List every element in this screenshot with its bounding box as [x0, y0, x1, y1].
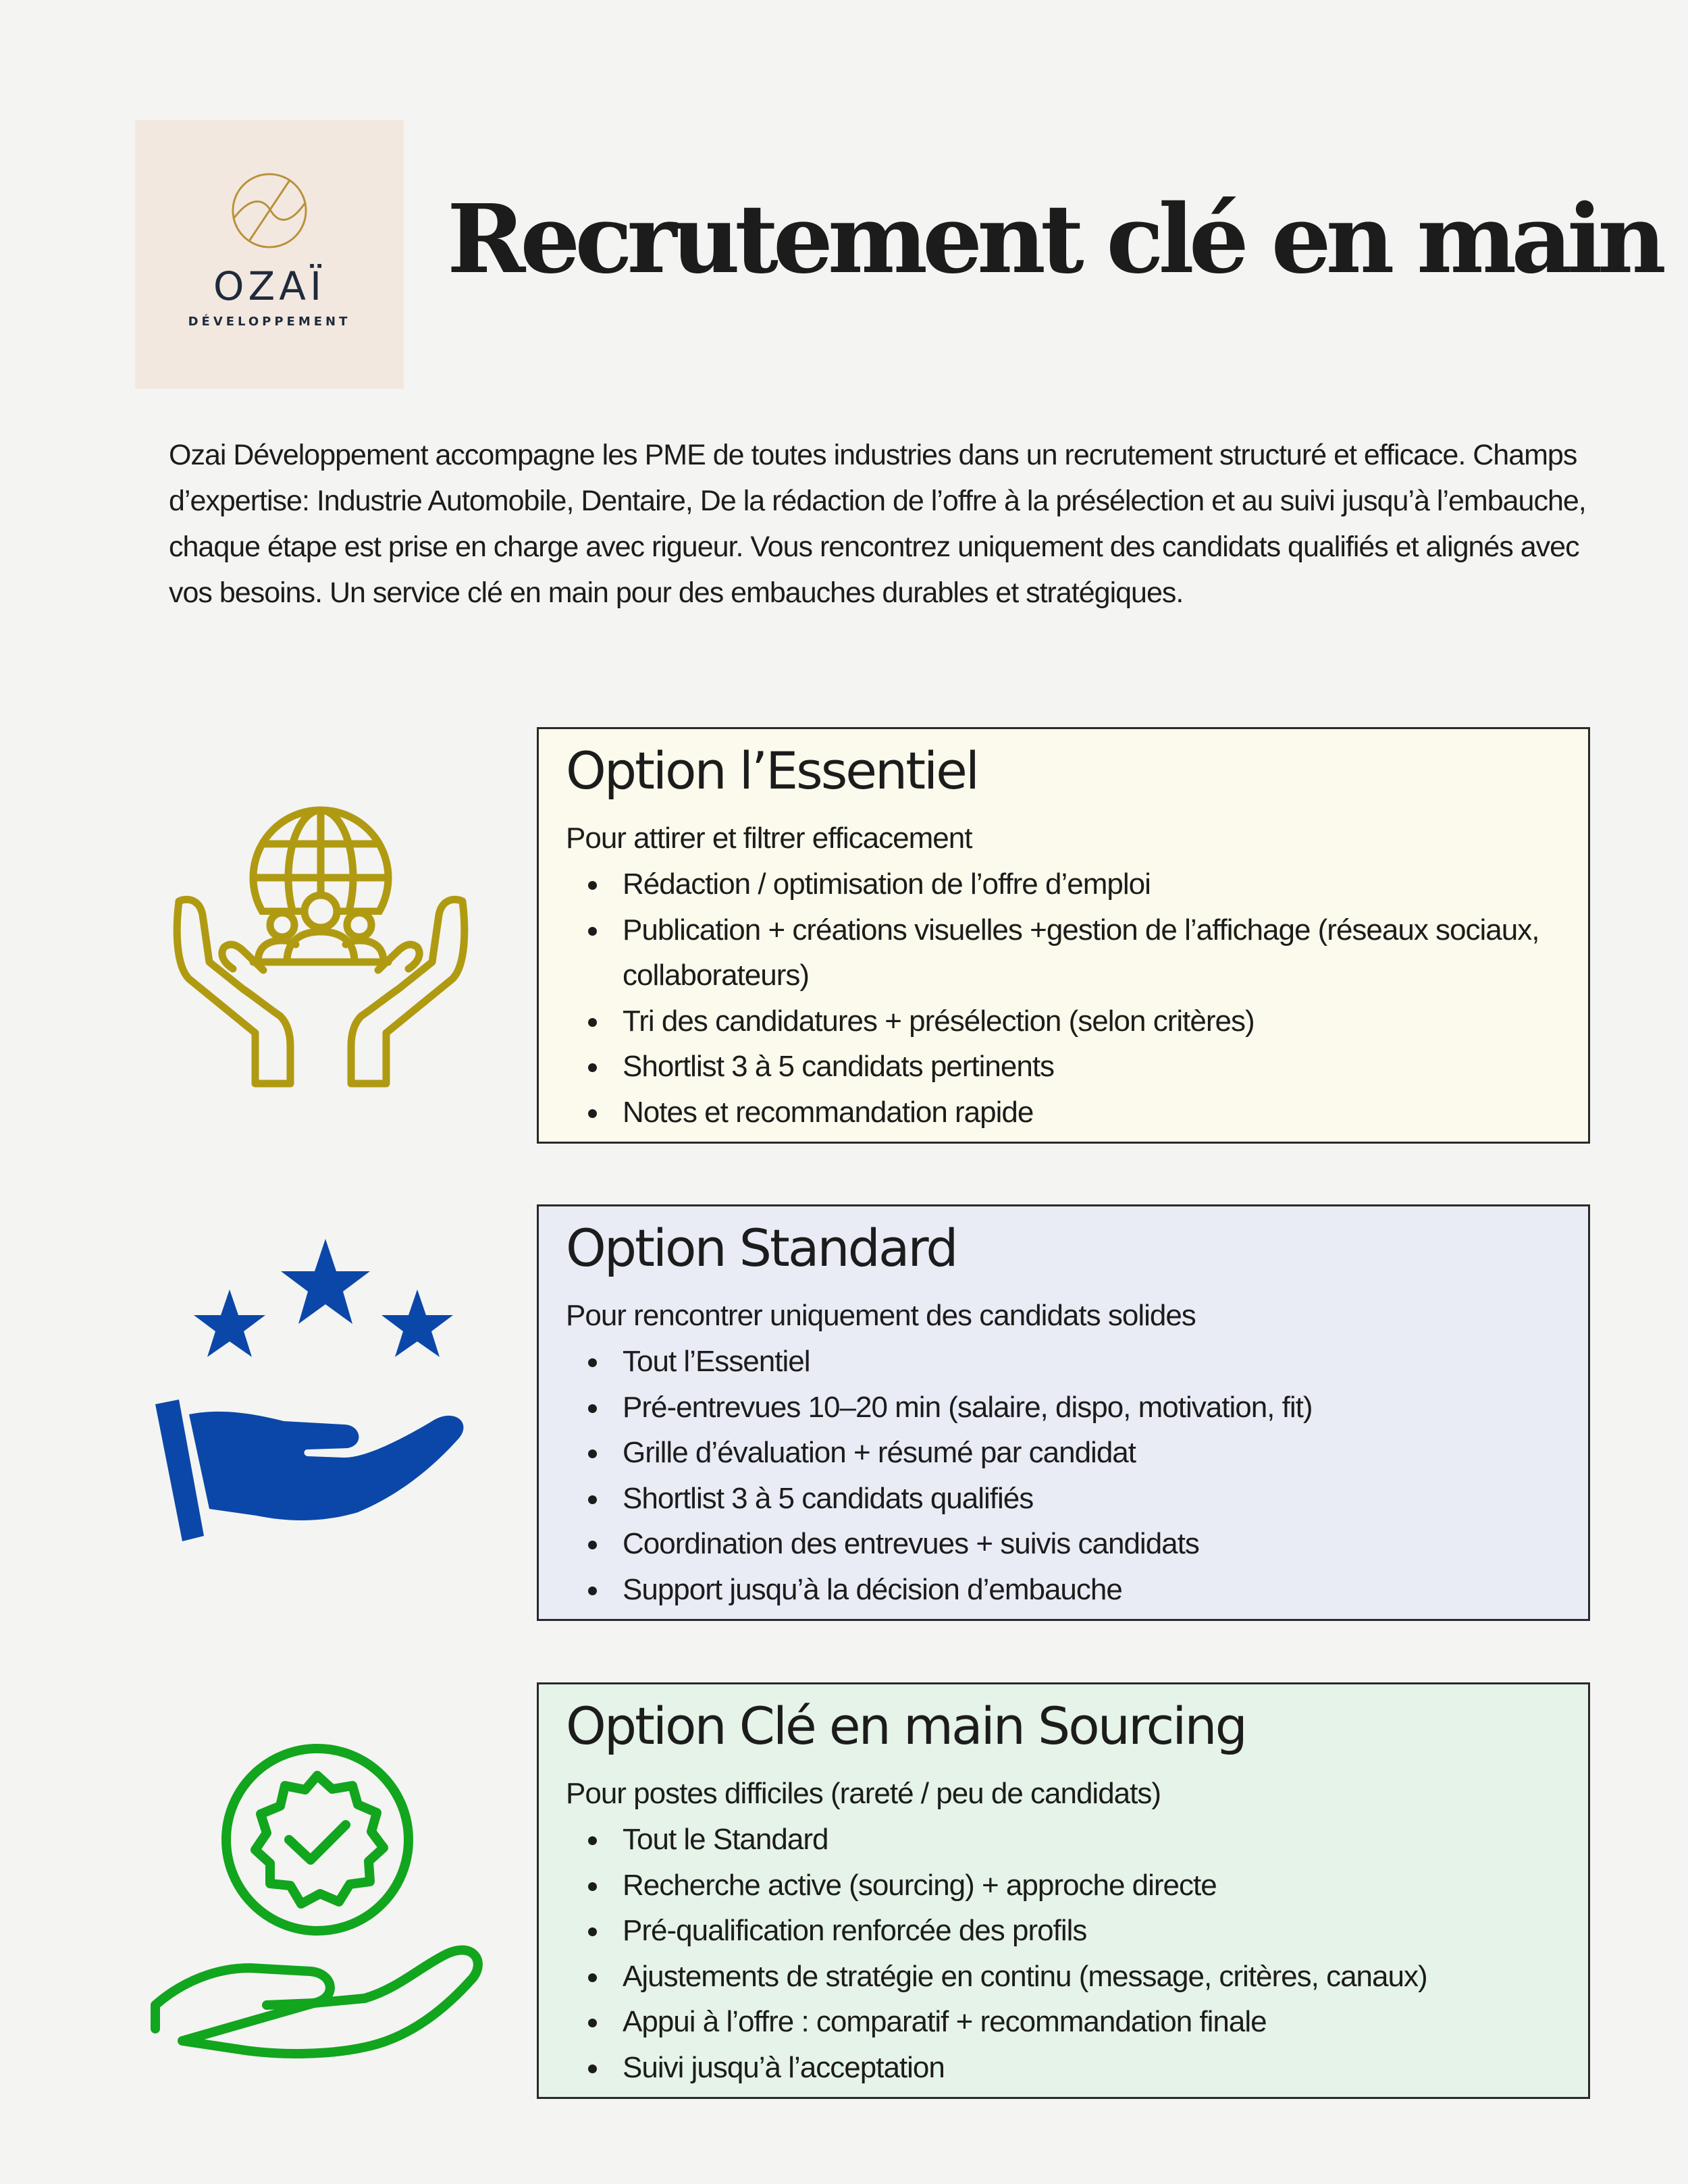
option-standard-list: [566, 1339, 1561, 1612]
list-item: Suivi jusqu’à l’acceptation: [566, 2045, 1561, 2091]
option-sourcing-title: Option Clé en main Sourcing: [566, 1696, 1246, 1756]
list-item: Shortlist 3 à 5 candidats qualifiés: [566, 1476, 1561, 1522]
list-item: Rédaction / optimisation de l’offre d’emploi: [566, 861, 1561, 907]
option-sourcing-subtitle: Pour postes difficiles (rareté / peu de candidats): [566, 1777, 1161, 1810]
badge-check-hand-icon: [142, 1738, 493, 2062]
option-essentiel-card: [537, 727, 1590, 1144]
list-item: Tout l’Essentiel: [566, 1339, 1561, 1385]
option-sourcing-list: [566, 1817, 1561, 2090]
list-item: Coordination des entrevues + suivis candidats: [566, 1521, 1561, 1567]
list-item: Appui à l’offre : comparatif + recommandation finale: [566, 1999, 1561, 2045]
option-essentiel-subtitle: Pour attirer et filtrer efficacement: [566, 822, 972, 855]
option-standard-title: Option Standard: [566, 1218, 957, 1278]
brand-name: OZAÏ: [213, 263, 326, 309]
list-item: Tri des candidatures + présélection (selon critères): [566, 998, 1561, 1044]
list-item: Recherche active (sourcing) + approche directe: [566, 1863, 1561, 1909]
brand-logo: [135, 120, 404, 389]
option-essentiel-list: [566, 861, 1561, 1135]
list-item: Notes et recommandation rapide: [566, 1090, 1561, 1136]
intro-paragraph: Ozai Développement accompagne les PME de toutes industries dans un recrutement structuré et efficace. Champs d’expertise: Industrie Automobile, Dentaire, De la rédaction de l’offre à la présélection et au suivi jusqu’à l’embauche, chaque étape est prise en charge avec rigueur. Vous rencontrez uniquement des candidats qualifiés et alignés avec vos besoins. Un service clé en main pour des embauches durables et stratégiques.: [169, 439, 1586, 609]
option-standard-subtitle: Pour rencontrer uniquement des candidats solides: [566, 1299, 1196, 1332]
list-item: Pré-qualification renforcée des profils: [566, 1908, 1561, 1954]
list-item: Grille d’évaluation + résumé par candidat: [566, 1430, 1561, 1476]
option-standard-card: [537, 1204, 1590, 1621]
brand-tagline: DÉVELOPPEMENT: [188, 315, 351, 329]
list-item: Ajustements de stratégie en continu (message, critères, canaux): [566, 1954, 1561, 2000]
list-item: Shortlist 3 à 5 candidats pertinents: [566, 1044, 1561, 1090]
stars-hand-icon: [142, 1239, 500, 1543]
ozai-logo-icon: [230, 171, 309, 250]
list-item: Pré-entrevues 10–20 min (salaire, dispo, motivation, fit): [566, 1385, 1561, 1431]
page-title: Recrutement clé en main: [447, 184, 1662, 295]
option-sourcing-card: [537, 1682, 1590, 2099]
globe-hands-icon: [169, 800, 473, 1104]
option-essentiel-title: Option l’Essentiel: [566, 741, 978, 801]
list-item: Support jusqu’à la décision d’embauche: [566, 1567, 1561, 1613]
list-item: Tout le Standard: [566, 1817, 1561, 1863]
list-item: Publication + créations visuelles +gestion de l’affichage (réseaux sociaux, collaborateurs): [566, 907, 1561, 998]
